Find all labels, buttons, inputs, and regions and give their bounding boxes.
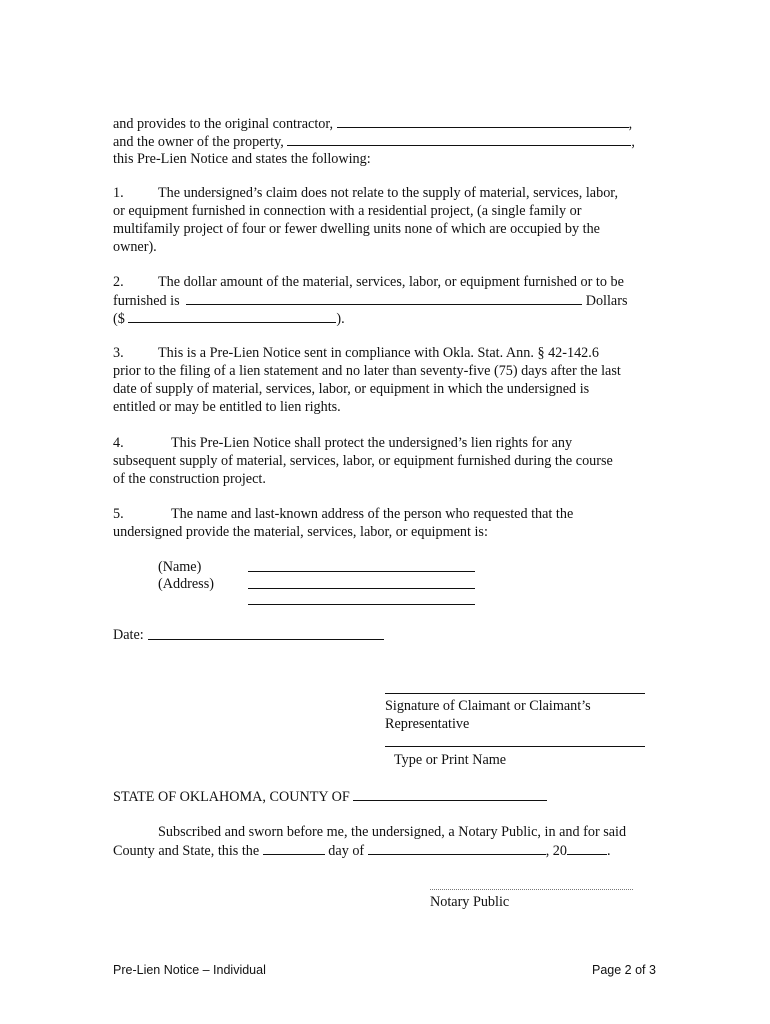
item-2-line-1: [113, 273, 624, 291]
day-of-text: day of: [328, 843, 365, 859]
year-prefix: , 20: [545, 843, 567, 859]
intro-line-1: [113, 114, 632, 133]
intro-line-2: [113, 132, 635, 151]
item-1-line-2: or equipment furnished in connection with a residential project, (a single family or: [113, 203, 582, 219]
state-county-label: STATE OF OKLAHOMA, COUNTY OF: [113, 789, 350, 805]
item-5-text: The name and last-known address of the person who requested that the: [171, 506, 574, 522]
item-1-number: 1.: [113, 185, 124, 201]
item-1-line-1: [113, 184, 618, 202]
signature-label-1: Signature of Claimant or Claimant’s: [385, 698, 591, 714]
item-3-text: This is a Pre-Lien Notice sent in compliance with Okla. Stat. Ann. § 42-142.6: [158, 345, 599, 361]
item-4-line-2: subsequent supply of material, services, labor, or equipment furnished during the course: [113, 453, 613, 469]
state-county-line: [113, 787, 547, 806]
print-name-line[interactable]: [385, 746, 645, 747]
item-2-line-3: [113, 309, 345, 328]
period: .: [606, 843, 611, 859]
page-number: Page 2 of 3: [592, 963, 656, 977]
signature-line[interactable]: [385, 693, 645, 694]
sworn-text: Subscribed and sworn before me, the undersigned, a Notary Public, in and for said: [158, 824, 627, 840]
item-5-line-2: undersigned provide the material, services, labor, or equipment is:: [113, 524, 488, 540]
signature-label-2: Representative: [385, 716, 470, 732]
paren-close: ).: [336, 311, 345, 327]
dollars-words-blank[interactable]: [186, 291, 582, 305]
intro-contractor-text: and provides to the original contractor,: [113, 116, 334, 132]
print-name-label: Type or Print Name: [394, 752, 507, 768]
item-3-line-2: prior to the filing of a lien statement and no later than seventy-five (75) days after the last: [113, 363, 621, 379]
notary-signature-line[interactable]: [430, 889, 633, 890]
item-3-number: 3.: [113, 345, 124, 361]
dollar-sign-open: ($: [113, 311, 125, 327]
address-label: (Address): [158, 576, 214, 592]
name-blank[interactable]: [248, 571, 475, 572]
month-blank[interactable]: [368, 841, 546, 855]
footer-title: Pre-Lien Notice – Individual: [113, 963, 266, 977]
address-blank-2[interactable]: [248, 604, 475, 605]
date-label: Date:: [113, 627, 144, 643]
county-blank[interactable]: [353, 787, 547, 801]
item-3-line-1: [113, 344, 599, 362]
item-2-number: 2.: [113, 274, 124, 290]
date-blank[interactable]: [148, 639, 384, 640]
item-4-text: This Pre-Lien Notice shall protect the undersigned’s lien rights for any: [171, 435, 573, 451]
dollars-label: Dollars: [585, 293, 628, 309]
item-5-number: 5.: [113, 506, 124, 522]
item-2-line-2: [113, 291, 627, 310]
item-4-line-3: of the construction project.: [113, 471, 266, 487]
contractor-blank[interactable]: [337, 114, 629, 128]
intro-owner-text: and the owner of the property,: [113, 134, 284, 150]
dollars-amount-blank[interactable]: [128, 309, 336, 323]
sworn-line-1: [158, 823, 626, 841]
item-4-line-1: [113, 434, 572, 452]
sworn-line-2: [113, 841, 611, 860]
address-blank-1[interactable]: [248, 588, 475, 589]
comma: ,: [631, 134, 635, 150]
furnished-is-label: furnished is: [113, 293, 180, 309]
item-3-line-3: date of supply of material, services, labor, or equipment in which the undersigned is: [113, 381, 590, 397]
day-blank[interactable]: [263, 841, 325, 855]
item-1-line-4: owner).: [113, 239, 157, 255]
notary-public-label: Notary Public: [430, 894, 510, 910]
item-1-line-3: multifamily project of four or fewer dwelling units none of which are occupied by the: [113, 221, 600, 237]
item-2-text: The dollar amount of the material, services, labor, or equipment furnished or to be: [158, 274, 624, 290]
item-3-line-4: entitled or may be entitled to lien rights.: [113, 399, 341, 415]
item-1-text: The undersigned’s claim does not relate to the supply of material, services, labor,: [158, 185, 618, 201]
item-5-line-1: [113, 505, 573, 523]
name-label: (Name): [158, 559, 202, 575]
comma: ,: [628, 116, 633, 132]
county-state-text: County and State, this the: [113, 843, 260, 859]
intro-line-3: this Pre-Lien Notice and states the following:: [113, 151, 371, 167]
item-4-number: 4.: [113, 435, 124, 451]
year-blank[interactable]: [567, 841, 607, 855]
owner-blank[interactable]: [287, 132, 631, 146]
